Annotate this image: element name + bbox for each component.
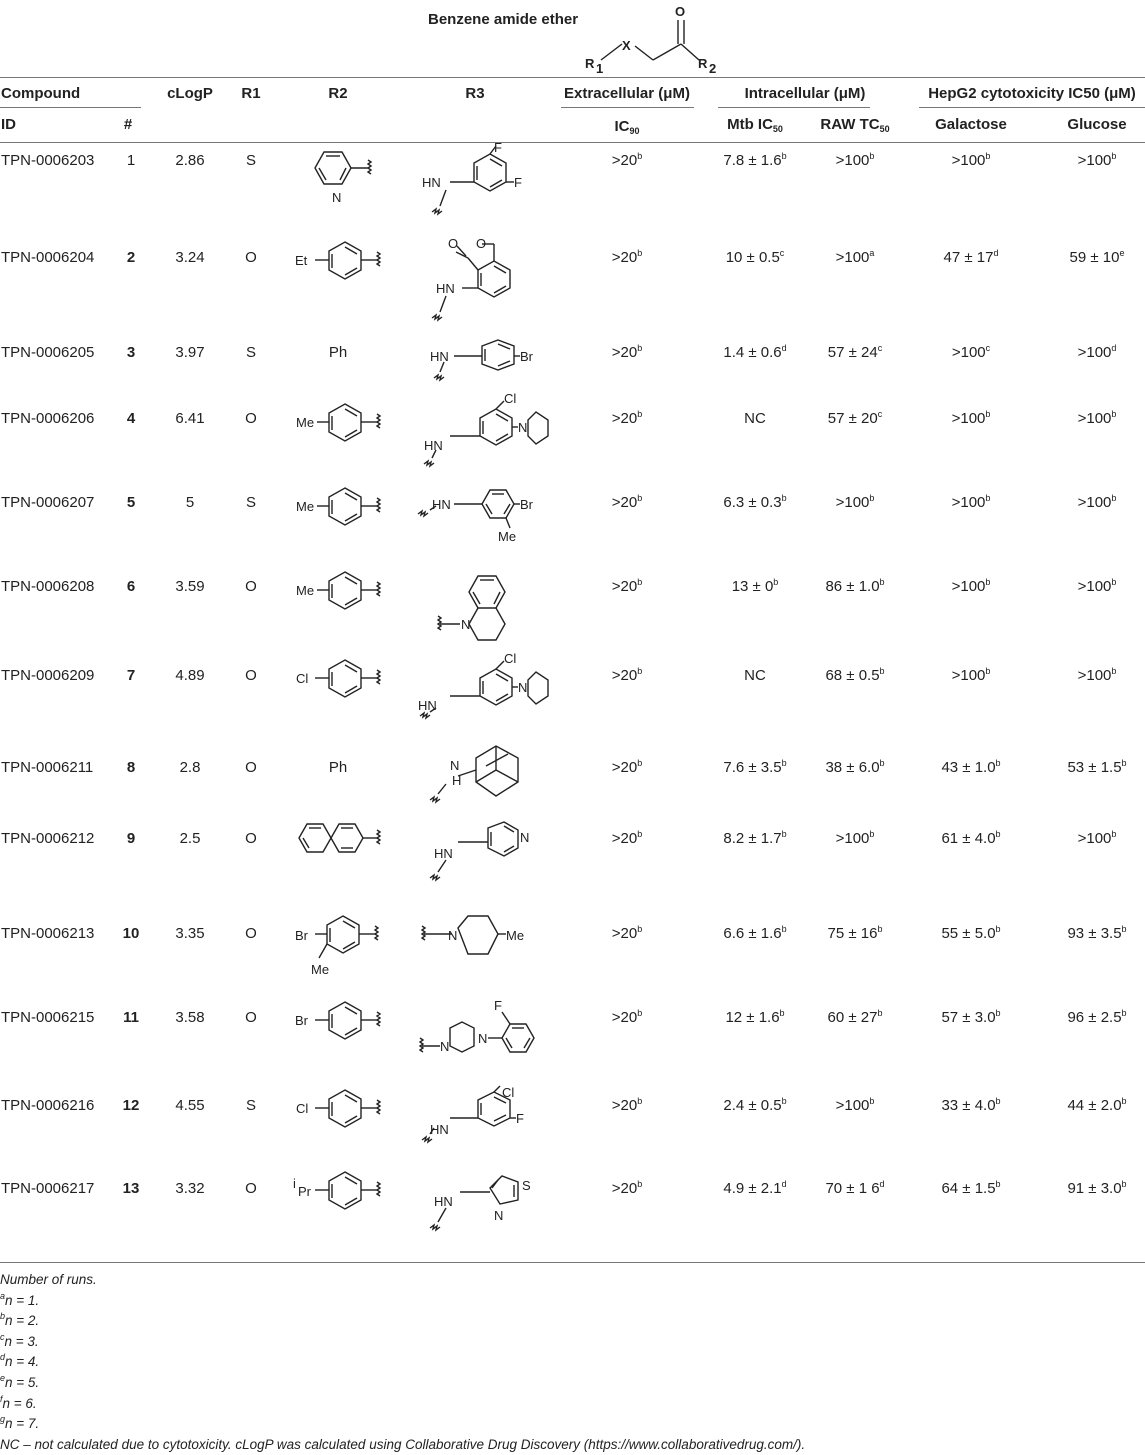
header-clogp: cLogP bbox=[167, 85, 213, 102]
atom-label: HN bbox=[436, 281, 455, 296]
atom-label: Me bbox=[296, 415, 315, 430]
cell-gal: 64 ± 1.5$^b$ bbox=[941, 1179, 1001, 1197]
footnote-marker: b bbox=[637, 924, 643, 934]
carbonyl-oxygen-label: O bbox=[675, 4, 686, 19]
footnote-marker: b bbox=[781, 493, 787, 503]
header-r1: R1 bbox=[241, 85, 261, 102]
atom-label: Me bbox=[296, 499, 315, 514]
cell-mtb: 2.4 ± 0.5$^b$ bbox=[723, 1096, 787, 1114]
footnote-line: $^c$n = 3. bbox=[0, 1331, 39, 1349]
atom-label: HN bbox=[422, 175, 441, 190]
footnote-marker: c bbox=[779, 248, 785, 258]
cell-clogp: 3.35 bbox=[175, 925, 205, 942]
cell-clogp: 2.8 bbox=[179, 759, 201, 776]
cell-r1: O bbox=[245, 1009, 257, 1026]
atom-label: i bbox=[293, 1176, 296, 1191]
footnote-marker: b bbox=[781, 151, 787, 161]
footnote-marker: b bbox=[869, 1096, 875, 1106]
footnote-marker: b bbox=[1111, 666, 1117, 676]
cell-mtb: 10 ± 0.5$^c$ bbox=[725, 248, 785, 266]
atom-label: HN bbox=[434, 846, 453, 861]
r3-structure-row-8 bbox=[410, 740, 540, 810]
atom-label: HN bbox=[434, 1194, 453, 1209]
cell-gal: $>100^c$ bbox=[951, 343, 991, 361]
cell-raw: 38 ± 6.0$^b$ bbox=[825, 758, 885, 776]
footnote-marker: b bbox=[877, 1008, 883, 1018]
footnote-marker: b bbox=[869, 493, 875, 503]
r3-structure-row-6 bbox=[410, 568, 540, 648]
footnote-marker: b bbox=[637, 409, 643, 419]
footnote-marker: b bbox=[781, 829, 787, 839]
cell-gal: $>100^b$ bbox=[951, 493, 991, 511]
cell-raw: $>100^a$ bbox=[835, 248, 875, 266]
benzene-amide-ether-scheme bbox=[0, 0, 1145, 78]
footnote-marker: c bbox=[985, 343, 991, 353]
cell-gal: 33 ± 4.0$^b$ bbox=[941, 1096, 1001, 1114]
cell-mtb: $13 \pm 0^b$ bbox=[731, 577, 779, 595]
cell-r1: O bbox=[245, 578, 257, 595]
cell-id: TPN-0006209 bbox=[1, 667, 95, 684]
footnote-marker: b bbox=[995, 829, 1001, 839]
cell-raw: $57 \pm 20^c$ bbox=[827, 409, 883, 427]
footnote-marker: d bbox=[781, 343, 787, 353]
cell-mtb: 8.2 ± 1.7$^b$ bbox=[723, 829, 787, 847]
cell-raw: $>100^b$ bbox=[835, 493, 875, 511]
atom-label: Br bbox=[295, 1013, 308, 1028]
cell-raw: $60 \pm 27^b$ bbox=[827, 1008, 883, 1026]
atom-label: N bbox=[518, 420, 528, 435]
cell-clogp: 4.55 bbox=[175, 1097, 205, 1114]
atom-label: Cl bbox=[504, 391, 517, 406]
cell-num: 1 bbox=[126, 152, 136, 169]
header-r2: R2 bbox=[328, 85, 348, 102]
cell-r1: S bbox=[245, 152, 257, 169]
atom-label: N bbox=[332, 190, 342, 205]
r3-structure-row-10 bbox=[410, 910, 540, 980]
footnote-marker: b bbox=[879, 577, 885, 587]
cell-clogp: 3.59 bbox=[175, 578, 205, 595]
x-atom-label: X bbox=[622, 38, 631, 53]
cell-clogp: 2.86 bbox=[175, 152, 205, 169]
atom-label: Br bbox=[520, 497, 533, 512]
footnote-marker: b bbox=[985, 666, 991, 676]
header-r3: R3 bbox=[465, 85, 485, 102]
cell-num: 8 bbox=[126, 759, 136, 776]
r2-structure-row-5 bbox=[293, 484, 393, 544]
cell-ext: $>20^b$ bbox=[611, 1008, 643, 1026]
footnote-marker: b bbox=[985, 493, 991, 503]
r3-structure-row-7 bbox=[410, 652, 550, 732]
cell-ext: $>20^b$ bbox=[611, 248, 643, 266]
extracellular-subrule bbox=[561, 107, 694, 108]
cell-num: 2 bbox=[126, 249, 136, 266]
footnote-marker: e bbox=[1119, 248, 1125, 258]
cell-r1: O bbox=[245, 830, 257, 847]
cell-clogp: 3.58 bbox=[175, 1009, 205, 1026]
cell-r1: S bbox=[245, 494, 257, 511]
cell-glu: $59 \pm 10^e$ bbox=[1069, 248, 1125, 266]
atom-label: F bbox=[516, 1111, 524, 1126]
atom-label: HN bbox=[430, 349, 449, 364]
r3-structure-row-12 bbox=[410, 1084, 540, 1144]
atom-label: N bbox=[448, 928, 458, 943]
cell-r1: S bbox=[245, 1097, 257, 1114]
cell-num: 11 bbox=[123, 1009, 139, 1026]
footnote-marker: b bbox=[1111, 409, 1117, 419]
cell-num: 7 bbox=[126, 667, 136, 684]
r3-structure-row-1 bbox=[410, 140, 540, 215]
cell-raw: 68 ± 0.5$^b$ bbox=[825, 666, 885, 684]
header-ic90: $IC_{90}$ bbox=[614, 118, 640, 136]
footnote-marker: b bbox=[637, 151, 643, 161]
cell-num: 4 bbox=[126, 410, 136, 427]
r2-structure-row-12 bbox=[293, 1086, 393, 1146]
r2-subscript: 2 bbox=[709, 61, 717, 76]
footnote-marker: b bbox=[1121, 924, 1127, 934]
r2-label: R bbox=[698, 56, 708, 71]
cell-id: TPN-0006204 bbox=[1, 249, 95, 266]
r3-structure-row-9 bbox=[410, 818, 540, 888]
footnotes bbox=[0, 1270, 805, 1455]
cell-id: TPN-0006215 bbox=[1, 1009, 95, 1026]
footnote-marker: b bbox=[637, 493, 643, 503]
r2-structure-row-4 bbox=[293, 400, 393, 460]
atom-label: Me bbox=[311, 962, 330, 977]
footnote-line: $^g$n = 7. bbox=[0, 1414, 40, 1432]
cell-glu: $>100^b$ bbox=[1077, 577, 1117, 595]
cell-ext: $>20^b$ bbox=[611, 829, 643, 847]
atom-label: F bbox=[494, 998, 502, 1013]
cell-raw: 70 ± 1 6$^d$ bbox=[825, 1179, 885, 1197]
cell-glu: $>100^b$ bbox=[1077, 151, 1117, 169]
atom-label: Pr bbox=[298, 1184, 311, 1199]
footnote-line: $^a$n = 1. bbox=[0, 1290, 40, 1308]
cell-mtb: 1.4 ± 0.6$^d$ bbox=[723, 343, 787, 361]
atom-label: N bbox=[520, 830, 530, 845]
cell-gal: 61 ± 4.0$^b$ bbox=[941, 829, 1001, 847]
footnote-marker: b bbox=[1111, 577, 1117, 587]
cell-ext: $>20^b$ bbox=[611, 758, 643, 776]
cell-raw: $57 \pm 24^c$ bbox=[827, 343, 883, 361]
header-hepg2: HepG2 cytotoxicity IC50 (μM) bbox=[928, 85, 1136, 102]
cell-mtb: 6.6 ± 1.6$^b$ bbox=[723, 924, 787, 942]
cell-r1: S bbox=[245, 344, 257, 361]
footnote-marker: b bbox=[779, 1008, 785, 1018]
atom-label: Cl bbox=[296, 671, 309, 686]
atom-label: Me bbox=[506, 928, 525, 943]
footnote-marker: b bbox=[1111, 493, 1117, 503]
header-mtb-ic50: Mtb $IC_{50}$ bbox=[727, 116, 783, 134]
cell-ext: $>20^b$ bbox=[611, 409, 643, 427]
header-extracellular: Extracellular (μM) bbox=[564, 85, 690, 102]
atom-label: HN bbox=[430, 1122, 449, 1137]
r3-structure-row-2 bbox=[410, 230, 540, 320]
header-num: # bbox=[123, 116, 133, 133]
cell-gal: 57 ± 3.0$^b$ bbox=[941, 1008, 1001, 1026]
footnote-marker: a bbox=[869, 248, 875, 258]
footnote-line: Number of runs. bbox=[0, 1272, 97, 1287]
footnote-marker: b bbox=[1111, 151, 1117, 161]
footnote-marker: b bbox=[995, 1096, 1001, 1106]
r2-structure-row-9 bbox=[285, 818, 395, 888]
cell-glu: $>100^d$ bbox=[1077, 343, 1117, 361]
cell-num: 12 bbox=[122, 1097, 140, 1114]
cell-glu: $>100^b$ bbox=[1077, 493, 1117, 511]
cell-clogp: 2.5 bbox=[179, 830, 201, 847]
cell-raw: $>100^b$ bbox=[835, 151, 875, 169]
atom-label: H bbox=[452, 773, 462, 788]
footnote-marker: b bbox=[985, 409, 991, 419]
footnote-marker: b bbox=[869, 151, 875, 161]
atom-label: Cl bbox=[502, 1085, 515, 1100]
footnote-marker: d bbox=[1111, 343, 1117, 353]
footnote-marker: b bbox=[637, 758, 643, 768]
cell-ext: $>20^b$ bbox=[611, 1096, 643, 1114]
cell-id: TPN-0006217 bbox=[1, 1180, 95, 1197]
cell-raw: $75 \pm 16^b$ bbox=[827, 924, 883, 942]
cell-mtb: 7.6 ± 3.5$^b$ bbox=[723, 758, 787, 776]
atom-label: N bbox=[518, 680, 528, 695]
footnote-marker: b bbox=[869, 829, 875, 839]
cell-clogp: 5 bbox=[185, 494, 195, 511]
cell-r1: O bbox=[245, 759, 257, 776]
footnote-marker: b bbox=[637, 666, 643, 676]
atom-label: HN bbox=[432, 497, 451, 512]
cell-gal: $>100^b$ bbox=[951, 151, 991, 169]
footnote-line: $^b$n = 2. bbox=[0, 1311, 40, 1329]
cell-r2: Ph bbox=[328, 759, 348, 776]
cell-ext: $>20^b$ bbox=[611, 1179, 643, 1197]
cell-r1: O bbox=[245, 667, 257, 684]
intracellular-subrule bbox=[718, 107, 870, 108]
cell-id: TPN-0006206 bbox=[1, 410, 95, 427]
footnote-marker: b bbox=[637, 1008, 643, 1018]
atom-label: Me bbox=[498, 529, 517, 544]
cell-glu: 53 ± 1.5$^b$ bbox=[1067, 758, 1127, 776]
cell-id: TPN-0006216 bbox=[1, 1097, 95, 1114]
footnote-marker: b bbox=[637, 1179, 643, 1189]
r3-structure-row-4 bbox=[410, 392, 550, 472]
cell-ext: $>20^b$ bbox=[611, 577, 643, 595]
footnote-marker: b bbox=[995, 1008, 1001, 1018]
atom-label: Br bbox=[295, 928, 308, 943]
cell-id: TPN-0006207 bbox=[1, 494, 95, 511]
cell-clogp: 3.24 bbox=[175, 249, 205, 266]
cell-clogp: 3.32 bbox=[175, 1180, 205, 1197]
footnote-marker: b bbox=[773, 577, 779, 587]
cell-glu: $>100^b$ bbox=[1077, 409, 1117, 427]
footnote-marker: b bbox=[637, 343, 643, 353]
cell-ext: $>20^b$ bbox=[611, 151, 643, 169]
cell-raw: $>100^b$ bbox=[835, 1096, 875, 1114]
footnote-marker: b bbox=[1121, 1179, 1127, 1189]
cell-ext: $>20^b$ bbox=[611, 493, 643, 511]
footnote-marker: b bbox=[1111, 829, 1117, 839]
atom-label: Me bbox=[296, 583, 315, 598]
cell-id: TPN-0006205 bbox=[1, 344, 95, 361]
atom-label: Br bbox=[520, 349, 533, 364]
atom-label: Et bbox=[295, 253, 308, 268]
r3-structure-row-3 bbox=[410, 338, 540, 378]
cell-num: 10 bbox=[122, 925, 140, 942]
footnote-marker: b bbox=[985, 151, 991, 161]
cell-glu: $>100^b$ bbox=[1077, 666, 1117, 684]
cell-id: TPN-0006211 bbox=[1, 759, 94, 776]
cell-clogp: 6.41 bbox=[175, 410, 205, 427]
cell-clogp: 4.89 bbox=[175, 667, 205, 684]
cell-r1: O bbox=[245, 410, 257, 427]
cell-r2: Ph bbox=[328, 344, 348, 361]
footnote-line: $^e$n = 5. bbox=[0, 1372, 40, 1390]
cell-mtb: NC bbox=[744, 410, 766, 427]
cell-id: TPN-0006212 bbox=[1, 830, 95, 847]
cell-num: 3 bbox=[126, 344, 136, 361]
footnote-marker: b bbox=[1121, 1008, 1127, 1018]
footnote-marker: c bbox=[877, 343, 883, 353]
r1-label: R bbox=[585, 56, 595, 71]
cell-gal: $>100^b$ bbox=[951, 666, 991, 684]
atom-label: N bbox=[440, 1039, 450, 1054]
header-id: ID bbox=[1, 116, 16, 133]
atom-label: Cl bbox=[296, 1101, 309, 1116]
cell-mtb: NC bbox=[744, 667, 766, 684]
atom-label: O bbox=[448, 236, 459, 251]
atom-label: N bbox=[494, 1208, 504, 1223]
cell-gal: $>100^b$ bbox=[951, 577, 991, 595]
r2-structure-row-2 bbox=[293, 230, 393, 300]
footnote-line: NC – not calculated due to cytotoxicity. cLogP was calculated using Collaborative Drug Discovery (https://www.collaborativedrug.com/). bbox=[0, 1436, 806, 1452]
r2-structure-row-6 bbox=[293, 568, 393, 628]
cell-ext: $>20^b$ bbox=[611, 666, 643, 684]
cell-gal: 43 ± 1.0$^b$ bbox=[941, 758, 1001, 776]
footnote-marker: b bbox=[781, 924, 787, 934]
footnote-marker: b bbox=[637, 248, 643, 258]
cell-mtb: 4.9 ± 2.1$^d$ bbox=[723, 1179, 787, 1197]
r3-structure-row-5 bbox=[410, 484, 540, 544]
cell-glu: 93 ± 3.5$^b$ bbox=[1067, 924, 1127, 942]
r2-structure-row-11 bbox=[293, 998, 393, 1058]
footnote-marker: b bbox=[995, 924, 1001, 934]
cell-num: 13 bbox=[122, 1180, 140, 1197]
footnote-marker: b bbox=[637, 577, 643, 587]
header-galactose: Galactose bbox=[935, 116, 1007, 133]
footnote-marker: b bbox=[1121, 1096, 1127, 1106]
footnote-marker: b bbox=[995, 1179, 1001, 1189]
cell-r1: O bbox=[245, 1180, 257, 1197]
footnote-line: $^d$n = 4. bbox=[0, 1352, 40, 1370]
cell-mtb: 12 ± 1.6$^b$ bbox=[725, 1008, 785, 1026]
footnote-marker: b bbox=[877, 924, 883, 934]
cell-glu: $>100^b$ bbox=[1077, 829, 1117, 847]
cell-id: TPN-0006203 bbox=[1, 152, 95, 169]
cell-r1: O bbox=[245, 249, 257, 266]
footnote-marker: b bbox=[1121, 758, 1127, 768]
cell-num: 5 bbox=[126, 494, 136, 511]
table-bottom-rule bbox=[0, 1262, 1145, 1263]
atom-label: F bbox=[494, 140, 502, 155]
r3-structure-row-11 bbox=[410, 996, 550, 1076]
cell-num: 9 bbox=[126, 830, 136, 847]
cell-clogp: 3.97 bbox=[175, 344, 205, 361]
footnote-marker: b bbox=[879, 758, 885, 768]
atom-label: N bbox=[461, 617, 471, 632]
header-bottom-rule bbox=[0, 142, 1145, 143]
r3-structure-row-13 bbox=[410, 1168, 540, 1238]
cell-ext: $>20^b$ bbox=[611, 924, 643, 942]
scheme-title: Benzene amide ether bbox=[428, 11, 579, 28]
cell-ext: $>20^b$ bbox=[611, 343, 643, 361]
atom-label: N bbox=[478, 1031, 488, 1046]
r2-structure-row-10 bbox=[293, 912, 393, 987]
table-top-rule bbox=[0, 77, 1145, 78]
footnote-marker: b bbox=[637, 829, 643, 839]
footnote-marker: b bbox=[995, 758, 1001, 768]
atom-label: S bbox=[522, 1178, 531, 1193]
cell-gal: $47 \pm 17^d$ bbox=[943, 248, 999, 266]
cell-raw: $>100^b$ bbox=[835, 829, 875, 847]
footnote-marker: b bbox=[985, 577, 991, 587]
compound-subrule bbox=[0, 107, 141, 108]
footnote-marker: b bbox=[781, 758, 787, 768]
atom-label: O bbox=[476, 236, 487, 251]
atom-label: Cl bbox=[504, 651, 517, 666]
footnote-marker: b bbox=[781, 1096, 787, 1106]
footnote-marker: d bbox=[879, 1179, 885, 1189]
cell-id: TPN-0006213 bbox=[1, 925, 95, 942]
atom-label: F bbox=[514, 175, 522, 190]
hepg2-subrule bbox=[919, 107, 1145, 108]
cell-mtb: 7.8 ± 1.6$^b$ bbox=[723, 151, 787, 169]
footnote-marker: c bbox=[877, 409, 883, 419]
cell-glu: 96 ± 2.5$^b$ bbox=[1067, 1008, 1127, 1026]
cell-r1: O bbox=[245, 925, 257, 942]
cell-id: TPN-0006208 bbox=[1, 578, 95, 595]
footnote-marker: b bbox=[879, 666, 885, 676]
footnote-marker: b bbox=[637, 1096, 643, 1106]
r1-subscript: 1 bbox=[596, 61, 604, 76]
atom-label: N bbox=[450, 758, 460, 773]
header-glucose: Glucose bbox=[1067, 116, 1127, 133]
footnote-marker: d bbox=[781, 1179, 787, 1189]
footnote-line: $^f$n = 6. bbox=[0, 1393, 37, 1411]
cell-gal: 55 ± 5.0$^b$ bbox=[941, 924, 1001, 942]
cell-num: 6 bbox=[126, 578, 136, 595]
r2-structure-row-7 bbox=[293, 656, 393, 716]
cell-glu: 91 ± 3.0$^b$ bbox=[1067, 1179, 1127, 1197]
cell-mtb: 6.3 ± 0.3$^b$ bbox=[723, 493, 787, 511]
atom-label: HN bbox=[418, 698, 437, 713]
footnote-marker: d bbox=[993, 248, 999, 258]
cell-gal: $>100^b$ bbox=[951, 409, 991, 427]
atom-label: HN bbox=[424, 438, 443, 453]
header-compound: Compound bbox=[1, 85, 81, 102]
header-raw-tc50: RAW $TC_{50}$ bbox=[820, 116, 890, 134]
header-intracellular: Intracellular (μM) bbox=[744, 85, 866, 102]
cell-raw: 86 ± 1.0$^b$ bbox=[825, 577, 885, 595]
r2-structure-row-13 bbox=[293, 1168, 393, 1228]
general-structure-drawing bbox=[580, 0, 730, 78]
cell-glu: 44 ± 2.0$^b$ bbox=[1067, 1096, 1127, 1114]
r2-structure-row-1 bbox=[298, 140, 378, 210]
